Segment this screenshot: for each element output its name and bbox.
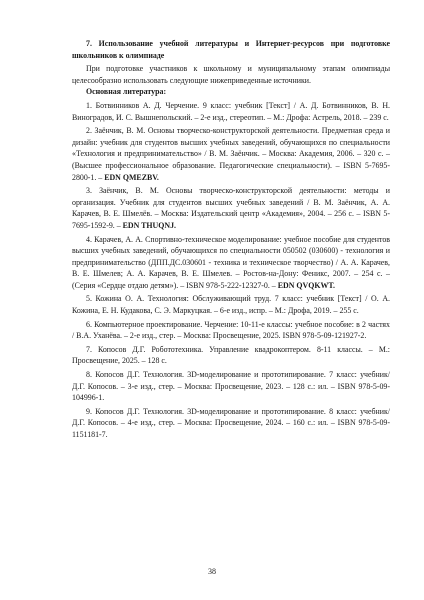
reference-text: 2. Заёнчик, В. М. Основы творческо-конструкторской деятельности. Предметная среда и дизайн: учебник для студентов высших учебных заведений, обучающихся по специальности «Технология и предпринимательство» / В. М. Заёнчик. – Москва: Академия, 2006. – 320 с. – (Высшее профессиональное образование. Педагогические специальности). – ISBN 5-7695-2800-1. – (72, 126, 390, 182)
reference-item (72, 100, 390, 123)
section-intro: При подготовке участников к школьному и муниципальному этапам олимпиады целесообразно использовать следующие нижеприведенные источники. (72, 64, 390, 85)
reference-item (72, 369, 390, 404)
reference-text: 8. Копосов Д.Г. Технология. 3D-моделирование и прототипирование. 7 класс: учебник/Д.Г. Копосов. – 3-е изд., стер. – Москва: Просвещение, 2023. – 128 с.: ил. – ISBN 978-5-09-104996-1. (72, 370, 390, 403)
page-number: 38 (208, 567, 216, 576)
reference-text: 1. Ботвинников А. Д. Черчение. 9 класс: учебник [Текст] / А. Д. Ботвинников, В. Н. Виноградов, И. С. Вышнепольский. – 2-е изд., стереотип. – М.: Дрофа: Астрель, 2018. – 239 с. (72, 100, 390, 122)
reference-text: 9. Копосов Д.Г. Технология. 3D-моделирование и прототипирование. 8 класс: учебник/Д.Г. Копосов. – 4-е изд., стер. – Москва: Просвещение, 2024. – 160 с.: ил. – ISBN 978-5-09-1151181-7. (72, 406, 390, 439)
reference-edn: EDN QMEZBV. (104, 172, 159, 182)
reference-text: 5. Кожина О. А. Технология: Обслуживающий труд. 7 класс: учебник [Текст] / О. А. Кожина, Е. Н. Кудакова, С. Э. Маркуцкая. – 6-е изд., испр. – М.: Дрофа, 2019. – 255 с. (72, 294, 390, 316)
page-body (72, 38, 390, 441)
reference-list (72, 100, 390, 441)
reference-text: 4. Карачев, А. А. Спортивно-техническое моделирование: учебное пособие для студентов высших учебных заведений, обучающихся по специальности 050502 (030600) - технология и предпринимательство (ДПП.ДС.030601 - техника и техническое творчество) / А. А. Карачев, В. Е. Шмелев; А. А. Карачев, В. Е. Шмелев. – Ростов-на-Дону: Феникс, 2007. – 254 с. – (Серия «Сердце отдаю детям»). – ISBN 978-5-222-12327-0. – (72, 234, 390, 290)
main-literature-heading: Основная литература: (86, 87, 167, 97)
reference-item (72, 234, 390, 292)
reference-edn: EDN THUQNJ. (122, 220, 176, 230)
reference-text: 7. Копосов Д.Г. Робототехника. Управление квадрокоптером. 8-11 классы. – М.: Просвещение, 2025. – 128 с. (72, 344, 390, 366)
section-heading: 7. Использование учебной литературы и Интернет-ресурсов при подготовке школьников к олимпиаде (72, 39, 390, 60)
reference-item (72, 406, 390, 441)
reference-item (72, 344, 390, 367)
reference-text: 3. Заёнчик, В. М. Основы творческо-конструкторской деятельности: методы и организация. Учебник для студентов высших учебных заведений / В. М. Заёнчик, А. А. Карачев, В. Е. Шмелёв. – Москва: Издательский центр «Академия», 2004. – 256 с. – ISBN 5-7695-1592-9. – (72, 186, 390, 230)
reference-item (72, 293, 390, 316)
reference-item (72, 125, 390, 183)
reference-text: 6. Компьютерное проектирование. Черчение: 10-11-е классы: учебное пособие: в 2 частях / В.А. Уханёва. – 2-е изд., стер. – Москва: Просвещение, 2025. ISBN 978-5-09-121927-2. (72, 319, 390, 341)
reference-item (72, 319, 390, 342)
reference-item (72, 185, 390, 231)
reference-edn: EDN QVQKWT. (277, 280, 336, 290)
